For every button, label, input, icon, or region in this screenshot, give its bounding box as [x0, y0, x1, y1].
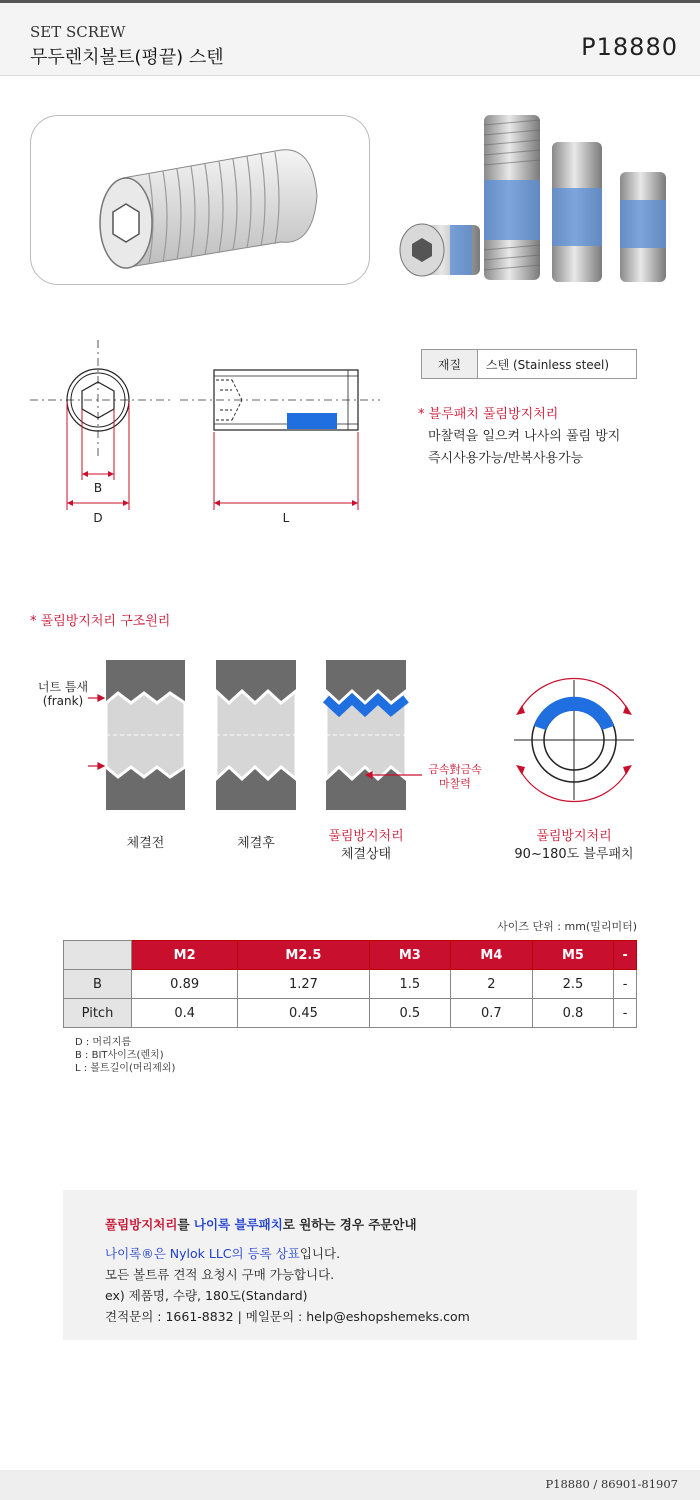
header-cell: M3: [369, 941, 451, 970]
friction-label-2: 마찰력: [439, 777, 471, 790]
table-cell: 0.45: [238, 999, 369, 1028]
row-label: B: [64, 970, 132, 999]
header-corner: [64, 941, 132, 970]
header-cell: M2.5: [238, 941, 369, 970]
blue-patch-screws-illustration: [380, 100, 690, 300]
blue-patch-mark: [287, 413, 337, 429]
table-cell: -: [614, 970, 637, 999]
blue-patch-note: [418, 404, 620, 470]
table-row: [64, 970, 637, 999]
order-info-heading: [105, 1214, 637, 1235]
technical-drawing: [20, 340, 390, 530]
product-drawing-photo: [30, 115, 370, 285]
friction-label-1: 금속對금속: [428, 763, 482, 776]
caption-treated-red: 풀림방지처리: [328, 829, 404, 844]
heading-part-2: 를: [177, 1217, 194, 1232]
footer-code: P18880 / 86901-81907: [545, 1477, 678, 1491]
header-cell: M5: [532, 941, 614, 970]
header-cell: M2: [132, 941, 238, 970]
note-title: * 블루패치 풀림방지처리: [418, 407, 559, 422]
table-cell: 0.7: [451, 999, 533, 1028]
table-cell: 0.5: [369, 999, 451, 1028]
gap-label-ko: 너트 틈새: [37, 680, 89, 694]
legend-item: D : 머리지름: [75, 1037, 132, 1048]
gap-label: [30, 680, 96, 708]
table-cell: 1.27: [238, 970, 369, 999]
size-unit-note: 사이즈 단위 : mm(밀리미터): [497, 920, 637, 933]
category-label: SET SCREW: [30, 23, 126, 41]
info-line-1: [105, 1243, 637, 1264]
product-photo-blue-patch: [380, 100, 690, 300]
material-spec-table: [421, 349, 637, 379]
structure-diagram: [0, 655, 700, 815]
order-info-box: [63, 1190, 637, 1340]
table-cell: 2.5: [532, 970, 614, 999]
heading-part-3: 나이록 블루패치: [193, 1217, 283, 1232]
heading-part-4: 로 원하는 경우 주문안내: [282, 1217, 417, 1232]
dimension-legend: [75, 1036, 175, 1075]
header-bar: [0, 0, 700, 76]
friction-label: [418, 763, 492, 791]
info-line-2: 모든 볼트류 견적 요청시 구매 가능합니다.: [105, 1267, 335, 1282]
table-cell: 1.5: [369, 970, 451, 999]
legend-item: B : BIT사이즈(렌치): [75, 1050, 164, 1061]
material-key: 재질: [422, 350, 478, 378]
caption-after: 체결후: [237, 836, 275, 851]
table-cell: 0.89: [132, 970, 238, 999]
legend-item: L : 볼트길이(머리제외): [75, 1063, 176, 1074]
caption-patch-black: 90~180도 블루패치: [514, 847, 634, 862]
size-table-header: [64, 941, 637, 970]
trademark-suffix: 입니다.: [299, 1246, 341, 1261]
dim-label-d: D: [93, 511, 103, 525]
table-cell: -: [614, 999, 637, 1028]
info-line-3: ex) 제품명, 수량, 180도(Standard): [105, 1288, 308, 1303]
trademark-text: 나이록®은 Nylok LLC의 등록 상표: [105, 1246, 300, 1261]
heading-part-1: 풀림방지처리: [105, 1217, 178, 1232]
row-label: Pitch: [64, 999, 132, 1028]
caption-patch-red: 풀림방지처리: [536, 829, 612, 844]
table-cell: 2: [451, 970, 533, 999]
info-line-4: 견적문의 : 1661-8832 | 메일문의 : help@eshopshemeks.com: [105, 1309, 470, 1324]
structure-section-title: * 풀림방지처리 구조원리: [30, 614, 171, 629]
product-code: P18880: [581, 33, 678, 61]
table-cell: 0.8: [532, 999, 614, 1028]
table-row: [64, 999, 637, 1028]
gap-label-en: (frank): [42, 694, 84, 708]
page-title: 무두렌치볼트(평끝) 스텐: [30, 47, 224, 68]
table-cell: 0.4: [132, 999, 238, 1028]
set-screw-illustration: [31, 116, 371, 286]
caption-before: 체결전: [126, 836, 165, 851]
material-value: 스텐 (Stainless steel): [486, 357, 610, 372]
size-table: [63, 940, 637, 1028]
dim-label-b: B: [93, 481, 103, 495]
caption-treated-black: 체결상태: [340, 847, 392, 862]
header-cell: -: [614, 941, 637, 970]
footer-bar: [0, 1470, 700, 1500]
note-line-2: 즉시사용가능/반복사용가능: [428, 451, 584, 466]
dim-label-l: L: [282, 511, 290, 525]
note-line-1: 마찰력을 일으켜 나사의 풀림 방지: [428, 429, 621, 444]
caption-treated: [306, 828, 426, 864]
header-cell: M4: [451, 941, 533, 970]
caption-patch: [499, 828, 649, 864]
